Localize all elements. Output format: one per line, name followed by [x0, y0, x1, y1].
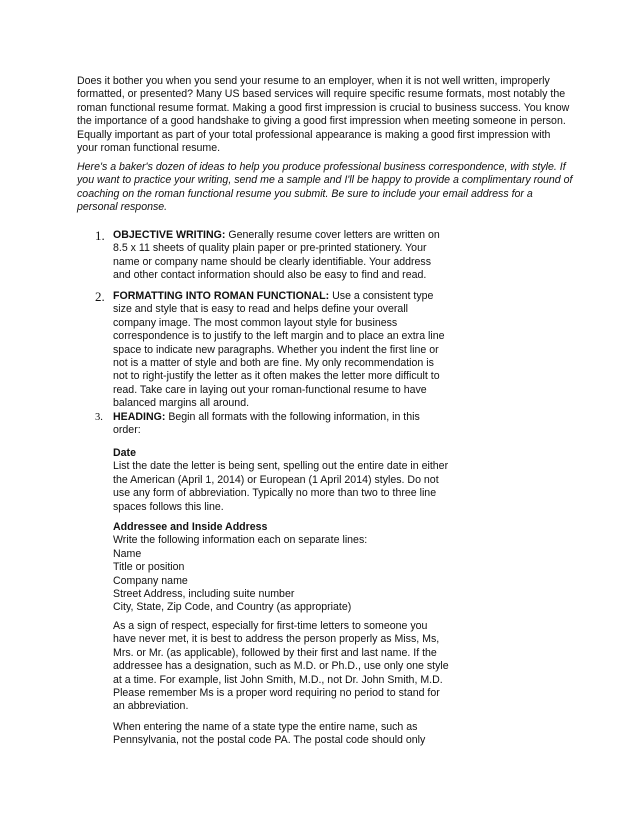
- item-heading: OBJECTIVE WRITING:: [113, 229, 226, 241]
- address-line: Name: [113, 547, 142, 560]
- item-first-line: [113, 229, 463, 242]
- invite-line: Here's a baker's dozen of ideas to help you produce professional business correspondence, with style. If: [77, 161, 566, 173]
- date-line: spaces follows this line.: [113, 500, 224, 513]
- item-first-line-text: Begin all formats with the following information, in this: [165, 411, 420, 423]
- respect-line: Mrs. or Mr. (as applicable), followed by their first and last name. If the: [113, 646, 437, 659]
- invite-paragraph: [77, 161, 577, 215]
- item-line: balanced margins all around.: [113, 397, 250, 410]
- item-body: [113, 290, 463, 411]
- respect-line: As a sign of respect, especially for first-time letters to someone you: [113, 620, 428, 632]
- respect-line: at a time. For example, list John Smith, M.D., not Dr. John Smith, M.D.: [113, 673, 443, 686]
- invite-line: personal response.: [77, 201, 168, 214]
- date-line: use any form of abbreviation. Typically no more than two to three line: [113, 487, 437, 500]
- date-line: List the date the letter is being sent, spelling out the entire date in either: [113, 460, 449, 473]
- address-line: Write the following information each on separate lines:: [113, 534, 368, 547]
- invite-line: you want to practice your writing, send me a sample and I'll be happy to provide a complimentary round of: [77, 174, 573, 187]
- address-title: Addressee and Inside Address: [113, 521, 268, 533]
- address-line: City, State, Zip Code, and Country (as appropriate): [113, 601, 352, 614]
- intro-paragraph: [77, 75, 577, 155]
- intro-line: your roman functional resume.: [77, 142, 221, 155]
- item-line: size and style that is easy to read and helps define your overall: [113, 303, 409, 316]
- intro-line: Does it bother you when you send your resume to an employer, when it is not well written, improperly: [77, 75, 550, 87]
- item-first-line: [113, 411, 463, 424]
- respect-paragraph: [113, 620, 463, 714]
- intro-line: the importance of a good handshake to giving a good first impression when meeting someone in person.: [77, 115, 566, 128]
- item-number: 3.: [95, 412, 103, 423]
- respect-line: have never met, it is best to address the person properly as Miss, Ms,: [113, 633, 440, 646]
- invite-line: coaching on the roman functional resume you submit. Be sure to include your email address for a: [77, 187, 533, 200]
- address-line: Street Address, including suite number: [113, 588, 295, 601]
- address-line: Title or position: [113, 561, 185, 574]
- address-line: Company name: [113, 574, 188, 587]
- state-paragraph: [113, 721, 463, 748]
- item-first-line: [113, 290, 463, 303]
- item-heading: FORMATTING INTO ROMAN FUNCTIONAL:: [113, 290, 330, 302]
- state-line: Pennsylvania, not the postal code PA. The postal code should only: [113, 734, 426, 747]
- item-line: not to right-justify the letter as it often makes the letter more difficult to: [113, 370, 440, 383]
- intro-line: roman functional resume format. Making a good first impression is crucial to business success. You know: [77, 101, 570, 114]
- item-line: space to indicate new paragraphs. Whether you indent the first line or: [113, 343, 439, 356]
- item-line: read. Take care in laying out your roman-functional resume to have: [113, 383, 427, 396]
- intro-line: formatted, or presented? Many US based services will require specific resume formats, most notably the: [77, 88, 566, 101]
- item-line: 8.5 x 11 sheets of quality plain paper or pre-printed stationery. Your: [113, 242, 427, 255]
- item-line: order:: [113, 424, 141, 437]
- respect-line: an abbreviation.: [113, 700, 189, 713]
- date-title: Date: [113, 447, 136, 459]
- item-line: not is a matter of style and both are fine. My only recommendation is: [113, 357, 434, 370]
- item-number: 1.: [95, 228, 105, 243]
- respect-line: addressee has a designation, such as M.D. or Ph.D., use only one style: [113, 660, 449, 673]
- item-line: correspondence is to justify to the left margin and to place an extra line: [113, 330, 445, 343]
- date-line: the American (April 1, 2014) or European (1 April 2014) styles. Do not: [113, 473, 439, 486]
- state-line: When entering the name of a state type the entire name, such as: [113, 721, 418, 733]
- item-line: name or company name should be clearly identifiable. Your address: [113, 255, 432, 268]
- item-body: [113, 229, 463, 283]
- respect-line: Please remember Ms is a proper word requiring no period to stand for: [113, 687, 440, 700]
- item-first-line-text: Use a consistent type: [329, 290, 434, 302]
- item-body: [113, 411, 463, 747]
- item-first-line-text: Generally resume cover letters are written on: [225, 229, 440, 241]
- item-line: and other contact information should also be easy to find and read.: [113, 269, 427, 282]
- date-section: [113, 447, 463, 514]
- address-section: [113, 521, 463, 615]
- item-number: 2.: [95, 289, 105, 304]
- intro-line: Equally important as part of your total professional appearance is making a good first impression with: [77, 128, 551, 141]
- item-line: company image. The most common layout style for business: [113, 316, 398, 329]
- item-heading: HEADING:: [113, 411, 166, 423]
